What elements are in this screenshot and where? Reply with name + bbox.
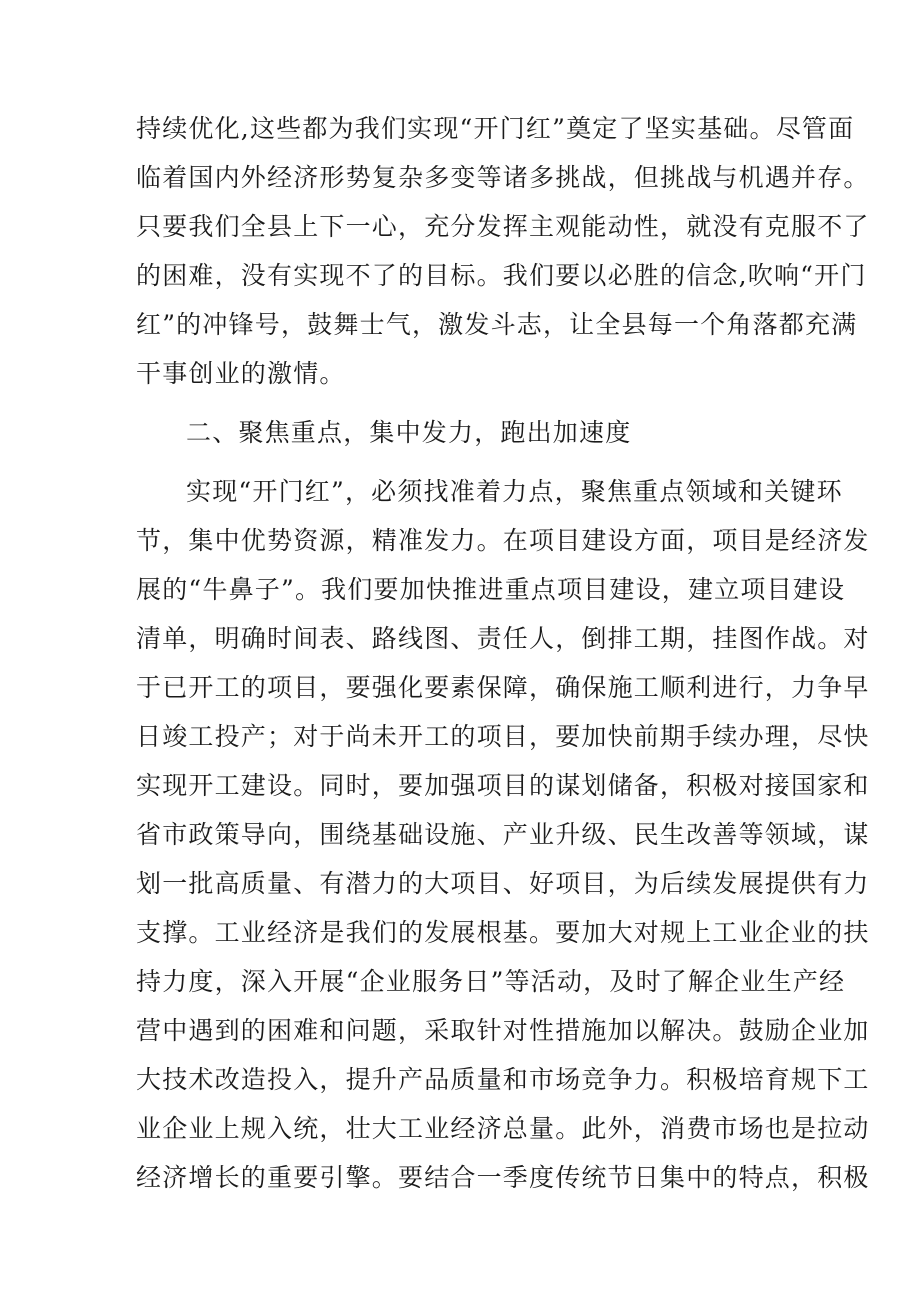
paragraph-line: 清单，明确时间表、路线图、责任人，倒排工期，挂图作战。对	[136, 624, 870, 653]
paragraph-line: 节，集中优势资源，精准发力。在项目建设方面，项目是经济发	[136, 526, 870, 555]
paragraph-continued	[136, 104, 870, 398]
paragraph-line: 实现“开门红”，必须找准着力点，聚焦重点领域和关键环	[186, 477, 843, 506]
paragraph-body	[136, 467, 870, 1202]
paragraph-line: 划一批高质量、有潜力的大项目、好项目，为后续发展提供有力	[136, 869, 870, 898]
paragraph-line: 红”的冲锋号，鼓舞士气，激发斗志，让全县每一个角落都充满	[136, 310, 858, 339]
section-heading	[136, 408, 796, 457]
paragraph-line: 的困难，没有实现不了的目标。我们要以必胜的信念,吹响“开门	[136, 261, 867, 290]
paragraph-line: 展的“牛鼻子”。我们要加快推进重点项目建设，建立项目建设	[136, 575, 846, 604]
paragraph-line: 日竣工投产；对于尚未开工的项目，要加快前期手续办理，尽快	[136, 722, 870, 751]
section-heading-text: 二、聚焦重点，集中发力，跑出加速度	[186, 418, 632, 447]
paragraph-line: 经济增长的重要引擎。要结合一季度传统节日集中的特点，积极	[136, 1163, 870, 1192]
paragraph-line: 只要我们全县上下一心，充分发挥主观能动性，就没有克服不了	[136, 212, 870, 241]
paragraph-line: 持续优化,这些都为我们实现“开门红”奠定了坚实基础。尽管面	[136, 114, 855, 143]
paragraph-line: 于已开工的项目，要强化要素保障，确保施工顺利进行，力争早	[136, 673, 870, 702]
paragraph-line: 营中遇到的困难和问题，采取针对性措施加以解决。鼓励企业加	[136, 1016, 870, 1045]
paragraph-line: 实现开工建设。同时，要加强项目的谋划储备，积极对接国家和	[136, 771, 870, 800]
paragraph-line: 临着国内外经济形势复杂多变等诸多挑战，但挑战与机遇并存。	[136, 163, 870, 192]
paragraph-line: 省市政策导向，围绕基础设施、产业升级、民生改善等领域，谋	[136, 820, 870, 849]
paragraph-line: 干事创业的激情。	[136, 359, 346, 388]
paragraph-line: 大技术改造投入，提升产品质量和市场竞争力。积极培育规下工	[136, 1065, 870, 1094]
paragraph-line: 持力度，深入开展“企业服务日”等活动，及时了解企业生产经	[136, 967, 846, 996]
paragraph-line: 支撑。工业经济是我们的发展根基。要加大对规上工业企业的扶	[136, 918, 870, 947]
paragraph-line: 业企业上规入统，壮大工业经济总量。此外，消费市场也是拉动	[136, 1114, 870, 1143]
